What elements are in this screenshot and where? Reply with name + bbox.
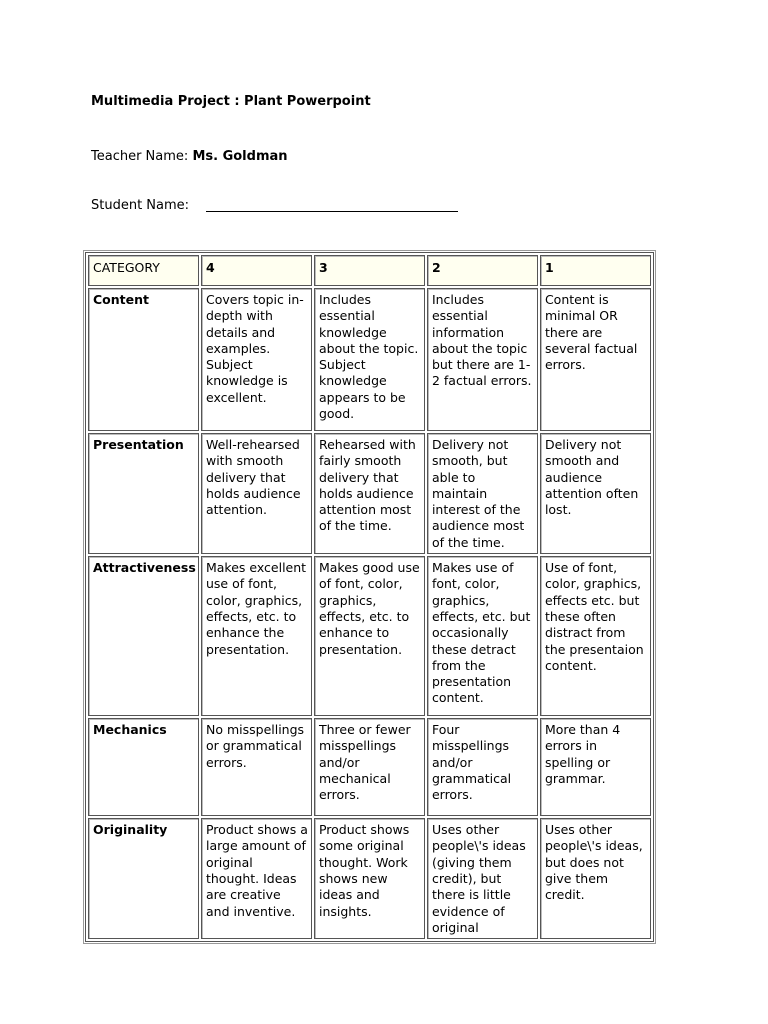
rubric-cell: More than 4 errors in spelling or grammar.: [540, 718, 651, 816]
rubric-cell: Makes excellent use of font, color, graphics, effects, etc. to enhance the presentation.: [201, 556, 312, 716]
row-category: Presentation: [88, 433, 199, 554]
rubric-cell: Uses other people\'s ideas (giving them credit), but there is little evidence of original: [427, 818, 538, 939]
table-row: [88, 718, 651, 816]
rubric-cell: Makes use of font, color, graphics, effects, etc. but occasionally these detract from the presentation content.: [427, 556, 538, 716]
rubric-cell: Content is minimal OR there are several factual errors.: [540, 288, 651, 431]
rubric-cell: Includes essential knowledge about the topic. Subject knowledge appears to be good.: [314, 288, 425, 431]
table-row: [88, 556, 651, 716]
table-row: [88, 288, 651, 431]
row-category: Attractiveness: [88, 556, 199, 716]
rubric-cell: Three or fewer misspellings and/or mechanical errors.: [314, 718, 425, 816]
teacher-name-label: Teacher Name:: [91, 149, 193, 164]
rubric-cell: Well-rehearsed with smooth delivery that holds audience attention.: [201, 433, 312, 554]
header-category: CATEGORY: [88, 255, 199, 286]
rubric-cell: Rehearsed with fairly smooth delivery that holds audience attention most of the time.: [314, 433, 425, 554]
header-level-4: 4: [201, 255, 312, 286]
rubric-cell: Includes essential information about the topic but there are 1-2 factual errors.: [427, 288, 538, 431]
rubric-cell: Delivery not smooth, but able to maintain interest of the audience most of the time.: [427, 433, 538, 554]
rubric-cell: Product shows some original thought. Work shows new ideas and insights.: [314, 818, 425, 939]
header-level-1: 1: [540, 255, 651, 286]
table-row: [88, 433, 651, 554]
row-category: Mechanics: [88, 718, 199, 816]
rubric-cell: Four misspellings and/or grammatical errors.: [427, 718, 538, 816]
rubric-cell: Use of font, color, graphics, effects etc. but these often distract from the presentaion content.: [540, 556, 651, 716]
rubric-cell: Covers topic in-depth with details and examples. Subject knowledge is excellent.: [201, 288, 312, 431]
document-title: Multimedia Project : Plant Powerpoint: [91, 94, 371, 109]
row-category: Content: [88, 288, 199, 431]
rubric-cell: Makes good use of font, color, graphics, effects, etc. to enhance to presentation.: [314, 556, 425, 716]
rubric-cell: Uses other people\'s ideas, but does not give them credit.: [540, 818, 651, 939]
rubric-cell: No misspellings or grammatical errors.: [201, 718, 312, 816]
teacher-name-line: [91, 149, 288, 164]
rubric-header-row: [88, 255, 651, 286]
student-name-label: Student Name:: [91, 198, 190, 213]
rubric-cell: Product shows a large amount of original thought. Ideas are creative and inventive.: [201, 818, 312, 939]
header-level-2: 2: [427, 255, 538, 286]
table-row: [88, 818, 651, 939]
student-name-blank[interactable]: [206, 211, 458, 212]
header-level-3: 3: [314, 255, 425, 286]
teacher-name-value: Ms. Goldman: [192, 149, 288, 164]
row-category: Originality: [88, 818, 199, 939]
rubric-table: [85, 252, 654, 942]
rubric-cell: Delivery not smooth and audience attention often lost.: [540, 433, 651, 554]
